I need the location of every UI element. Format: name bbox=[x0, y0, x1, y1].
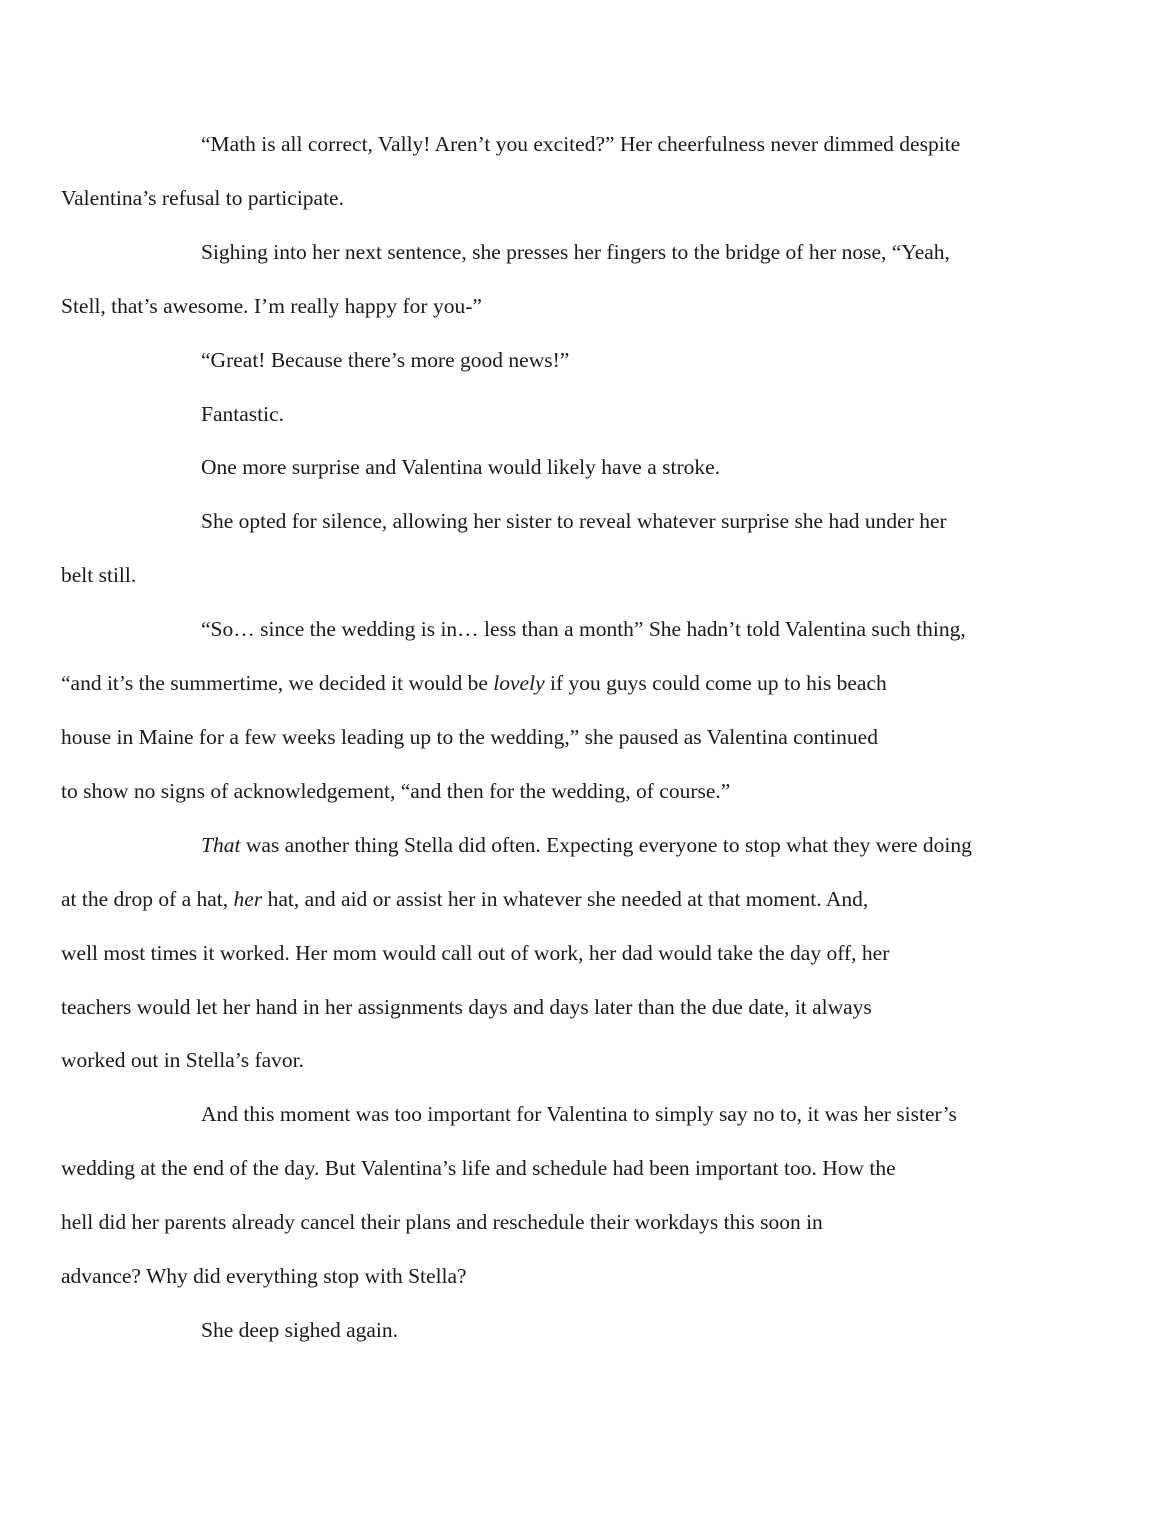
text-line: Valentina’s refusal to participate. bbox=[61, 185, 344, 210]
text-line bbox=[131, 819, 1043, 873]
paragraph bbox=[131, 334, 1043, 388]
text-run: at the drop of a hat, bbox=[61, 886, 234, 911]
text-line: belt still. bbox=[61, 563, 137, 588]
paragraph bbox=[131, 441, 1043, 495]
text-line: She deep sighed again. bbox=[201, 1317, 399, 1342]
text-line: house in Maine for a few weeks leading up to the wedding,” she paused as Valentina continued bbox=[61, 724, 878, 749]
text-line: “Great! Because there’s more good news!” bbox=[201, 347, 570, 372]
document-body bbox=[61, 118, 1043, 1358]
text-run: was another thing Stella did often. Expecting everyone to stop what they were doing bbox=[240, 832, 972, 857]
paragraph bbox=[61, 495, 1043, 603]
text-line: Sighing into her next sentence, she presses her fingers to the bridge of her nose, “Yeah, bbox=[201, 239, 950, 264]
paragraph bbox=[61, 226, 1043, 334]
paragraph bbox=[61, 603, 1043, 819]
text-line: One more surprise and Valentina would likely have a stroke. bbox=[201, 455, 721, 480]
text-line bbox=[61, 657, 1043, 711]
text-run: if you guys could come up to his beach bbox=[544, 671, 887, 696]
text-line: wedding at the end of the day. But Valentina’s life and schedule had been important too. How the bbox=[61, 1156, 896, 1181]
text-line bbox=[61, 873, 1043, 927]
paragraph bbox=[131, 388, 1043, 442]
paragraph bbox=[61, 819, 1043, 1089]
text-line: “Math is all correct, Vally! Aren’t you excited?” Her cheerfulness never dimmed despite bbox=[201, 132, 961, 156]
text-line: worked out in Stella’s favor. bbox=[61, 1048, 305, 1073]
text-line: teachers would let her hand in her assignments days and days later than the due date, it always bbox=[61, 994, 872, 1019]
paragraph bbox=[61, 118, 1043, 226]
text-line: advance? Why did everything stop with Stella? bbox=[61, 1264, 467, 1289]
text-line: hell did her parents already cancel their plans and reschedule their workdays this soon in bbox=[61, 1210, 823, 1235]
italic-text-run: her bbox=[233, 886, 263, 911]
text-line: Fantastic. bbox=[201, 401, 284, 426]
text-run: “and it’s the summertime, we decided it would be bbox=[61, 671, 494, 696]
paragraph bbox=[131, 1304, 1043, 1358]
italic-text-run: lovely bbox=[493, 671, 545, 696]
italic-text-run: That bbox=[201, 832, 241, 857]
text-run: hat, and aid or assist her in whatever she needed at that moment. And, bbox=[262, 886, 869, 911]
text-line: well most times it worked. Her mom would call out of work, her dad would take the day off, her bbox=[61, 940, 890, 965]
text-line: to show no signs of acknowledgement, “and then for the wedding, of course.” bbox=[61, 778, 731, 803]
text-line: She opted for silence, allowing her sister to reveal whatever surprise she had under her bbox=[201, 509, 947, 534]
text-line: Stell, that’s awesome. I’m really happy for you-” bbox=[61, 293, 482, 318]
text-line: And this moment was too important for Valentina to simply say no to, it was her sister’s bbox=[201, 1102, 957, 1127]
paragraph bbox=[61, 1088, 1043, 1304]
text-line: “So… since the wedding is in… less than a month” She hadn’t told Valentina such thing, bbox=[201, 617, 966, 642]
